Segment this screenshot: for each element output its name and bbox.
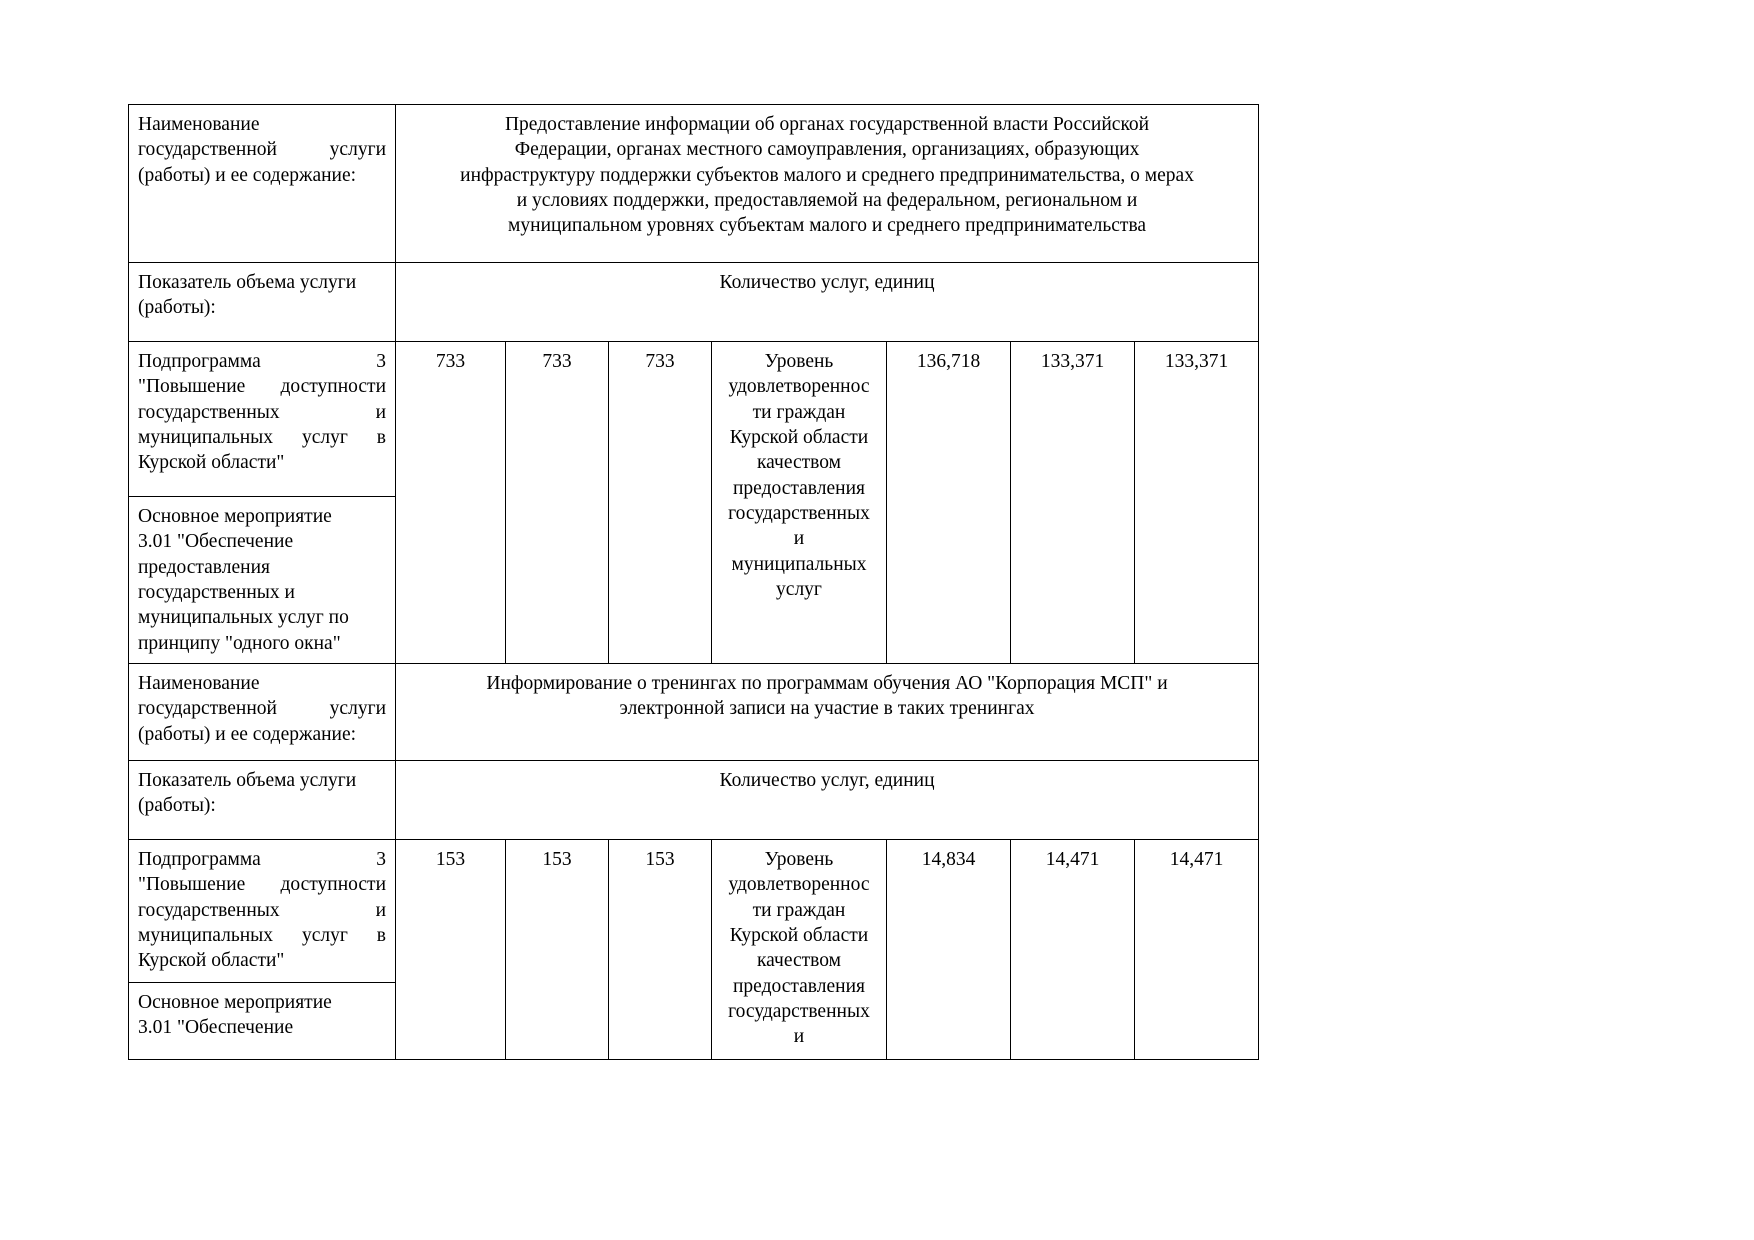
service-name-value-line-3: инфраструктуру поддержки субъектов малого и среднего предпринимательства, о мерах <box>460 164 1194 186</box>
value-cell-1-1: 733 <box>396 342 506 664</box>
quality-2-line-2: удовлетвореннос <box>728 874 870 896</box>
subprogram-2-line-1: Подпрограмма 3 <box>138 849 386 871</box>
service-name-value-2-line-2: электронной записи на участие в таких тренингах <box>619 698 1035 720</box>
quality-2-line-8: и <box>793 1026 805 1048</box>
activity-line-5: муниципальных услуг по <box>138 607 349 629</box>
service-name-label-2-line-1: Наименование <box>138 673 260 695</box>
table-row <box>129 840 1259 983</box>
service-name-value-1 <box>396 105 1259 263</box>
quality-line-1: Уровень <box>764 351 834 372</box>
subprogram-line-4: муниципальных услуг в <box>138 427 386 449</box>
service-name-label-2 <box>129 664 396 761</box>
value-cell-2-4: 14,834 <box>887 840 1011 1060</box>
activity-line-6: принципу "одного окна" <box>138 632 341 654</box>
table-row <box>129 664 1259 761</box>
activity-line-2: 3.01 "Обеспечение <box>138 531 294 553</box>
quality-line-3: ти граждан <box>752 401 846 423</box>
activity-2-line-1: Основное мероприятие <box>138 992 332 1014</box>
value-cell-1-2: 733 <box>506 342 609 664</box>
subprogram-line-2: "Повышение доступности <box>138 376 386 398</box>
service-name-label-2-line-3: (работы) и ее содержание: <box>138 723 357 745</box>
service-name-label-line-1: Наименование <box>138 114 260 135</box>
volume-indicator-value-2: Количество услуг, единиц <box>396 761 1259 840</box>
service-name-value-line-5: муниципальном уровнях субъектам малого и среднего предпринимательства <box>508 215 1147 237</box>
activity-line-3: предоставления <box>138 556 270 578</box>
quality-line-4: Курской области <box>729 427 869 449</box>
table-row <box>129 342 1259 497</box>
value-cell-2-3: 153 <box>609 840 712 1060</box>
quality-line-10: услуг <box>776 579 822 601</box>
program-indicators-table <box>128 104 1259 1060</box>
activity-line-4: государственных и <box>138 582 295 604</box>
table-row <box>129 105 1259 263</box>
volume-indicator-label-line-2: (работы): <box>138 297 216 319</box>
quality-2-line-7: государственных <box>728 1001 870 1023</box>
value-cell-2-5: 14,471 <box>1011 840 1135 1060</box>
quality-indicator-2 <box>712 840 887 1060</box>
volume-indicator-label-2-line-2: (работы): <box>138 795 216 817</box>
quality-line-5: качеством <box>757 452 841 474</box>
service-name-value-2 <box>396 664 1259 761</box>
value-cell-2-1: 153 <box>396 840 506 1060</box>
main-activity-label-2 <box>129 983 396 1060</box>
table-row <box>129 761 1259 840</box>
subprogram-line-1: Подпрограмма 3 <box>138 351 386 372</box>
value-cell-1-6: 133,371 <box>1135 342 1259 664</box>
quality-line-6: предоставления <box>733 477 865 499</box>
table-container <box>128 104 1258 1060</box>
volume-indicator-label-1 <box>129 263 396 342</box>
subprogram-2-line-3: государственных и <box>138 899 386 921</box>
service-name-label-1 <box>129 105 396 263</box>
quality-line-8: и <box>793 528 805 550</box>
subprogram-line-5: Курской области" <box>138 452 285 474</box>
subprogram-2-line-4: муниципальных услуг в <box>138 925 386 947</box>
table-row <box>129 263 1259 342</box>
quality-line-7: государственных <box>728 503 870 525</box>
volume-indicator-label-2 <box>129 761 396 840</box>
quality-2-line-3: ти граждан <box>752 899 846 921</box>
quality-2-line-5: качеством <box>757 950 841 972</box>
value-cell-2-6: 14,471 <box>1135 840 1259 1060</box>
value-cell-1-3: 733 <box>609 342 712 664</box>
quality-2-line-1: Уровень <box>764 849 834 871</box>
value-cell-1-5: 133,371 <box>1011 342 1135 664</box>
subprogram-label-1 <box>129 342 396 497</box>
value-cell-1-4: 136,718 <box>887 342 1011 664</box>
service-name-label-line-3: (работы) и ее содержание: <box>138 164 357 186</box>
quality-2-line-4: Курской области <box>729 925 869 947</box>
value-cell-2-2: 153 <box>506 840 609 1060</box>
quality-line-2: удовлетвореннос <box>728 376 870 398</box>
volume-indicator-label-line-1: Показатель объема услуги <box>138 272 357 293</box>
service-name-value-line-2: Федерации, органах местного самоуправления, организациях, образующих <box>514 139 1140 161</box>
subprogram-label-2 <box>129 840 396 983</box>
subprogram-2-line-2: "Повышение доступности <box>138 874 386 896</box>
quality-2-line-6: предоставления <box>733 975 865 997</box>
volume-indicator-value-1: Количество услуг, единиц <box>396 263 1259 342</box>
service-name-label-line-2: государственной услуги <box>138 139 386 161</box>
service-name-label-2-line-2: государственной услуги <box>138 698 386 720</box>
subprogram-2-line-5: Курской области" <box>138 950 285 972</box>
quality-indicator-1 <box>712 342 887 664</box>
service-name-value-2-line-1: Информирование о тренингах по программам обучения АО "Корпорация МСП" и <box>486 673 1168 695</box>
activity-line-1: Основное мероприятие <box>138 506 332 527</box>
subprogram-line-3: государственных и <box>138 401 386 423</box>
main-activity-label-1 <box>129 497 396 664</box>
quality-line-9: муниципальных <box>731 553 867 575</box>
service-name-value-line-1: Предоставление информации об органах государственной власти Российской <box>504 114 1150 135</box>
volume-indicator-label-2-line-1: Показатель объема услуги <box>138 770 357 792</box>
service-name-value-line-4: и условиях поддержки, предоставляемой на федеральном, региональном и <box>516 190 1138 212</box>
activity-2-line-2: 3.01 "Обеспечение <box>138 1017 294 1039</box>
